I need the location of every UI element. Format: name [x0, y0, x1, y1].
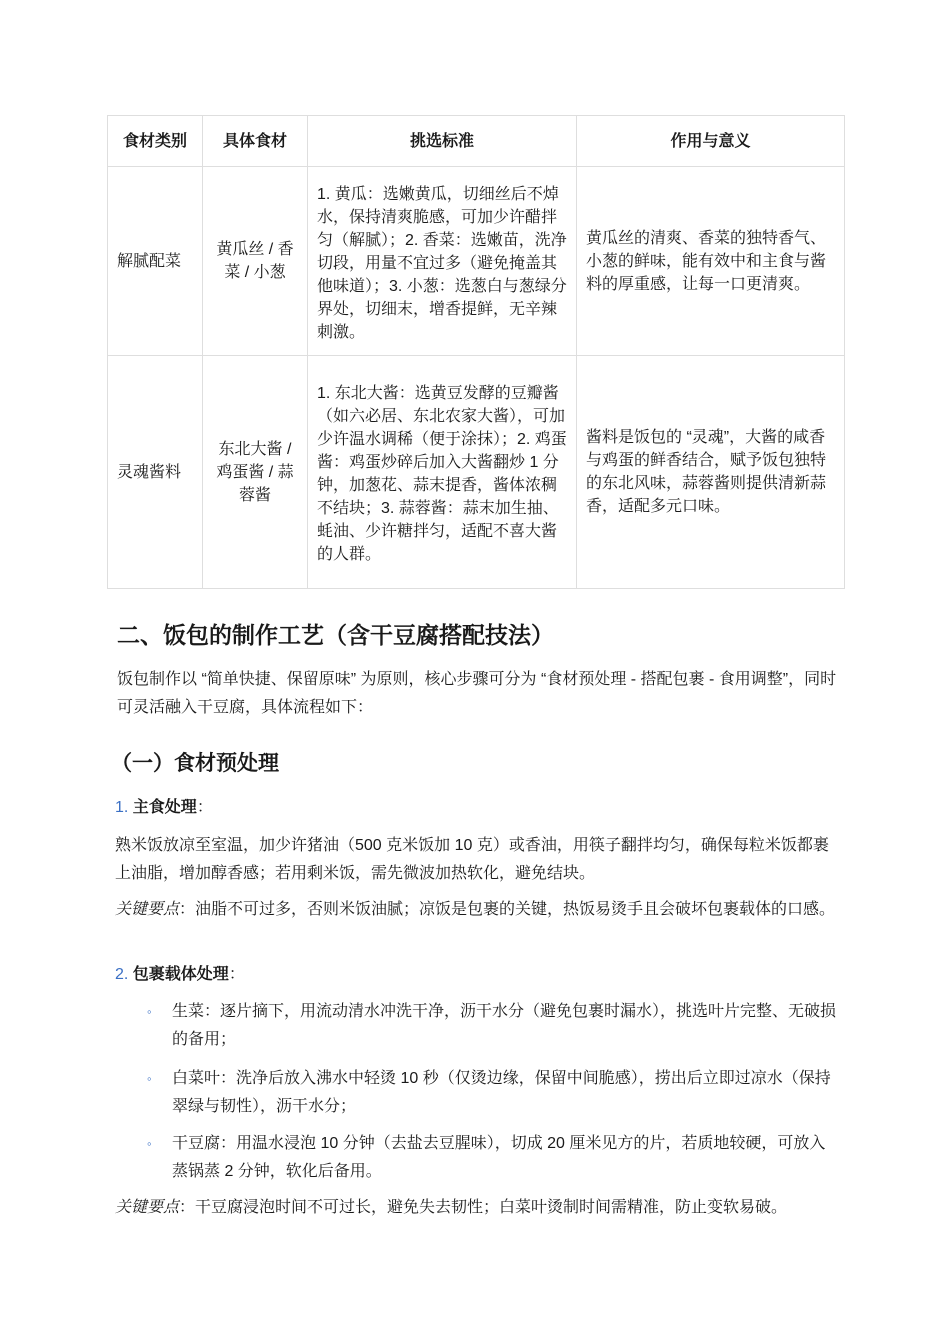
table-row [108, 356, 845, 589]
key-point-text: ：干豆腐浸泡时间不可过长，避免失去韧性；白菜叶烫制时间需精准，防止变软易破。 [179, 1199, 788, 1216]
cell-criteria: 1. 黄瓜：选嫩黄瓜，切细丝后不焯水，保持清爽脆感，可加少许醋拌匀（解腻）；2. 香菜：选嫩苗，洗净切段，用量不宜过多（避免掩盖其他味道）；3. 小葱：选葱白与葱绿分界处，切细末，增香提鲜，无辛辣刺激。 [308, 167, 577, 356]
list-item [147, 1065, 837, 1121]
section-title: 二、饭包的制作工艺（含干豆腐搭配技法） [117, 622, 554, 648]
cell-items: 东北大酱 / 鸡蛋酱 / 蒜蓉酱 [203, 356, 308, 589]
list-item-text: 生菜：逐片摘下，用流动清水冲洗干净，沥干水分（避免包裹时漏水），挑选叶片完整、无破损的备用； [172, 1003, 837, 1048]
bullet-icon: ◦ [147, 1071, 152, 1086]
list-item-text: 白菜叶：洗净后放入沸水中轻烫 10 秒（仅烫边缘，保留中间脆感），捞出后立即过凉水（保持翠绿与韧性），沥干水分； [172, 1070, 831, 1115]
table-row [108, 167, 845, 356]
cell-role: 黄瓜丝的清爽、香菜的独特香气、小葱的鲜味，能有效中和主食与酱料的厚重感，让每一口更清爽。 [577, 167, 845, 356]
step-number: 1. [115, 799, 129, 816]
section-intro: 饭包制作以 “简单快捷、保留原味” 为原则，核心步骤可分为 “食材预处理 - 搭配包裹 - 食用调整”，同时可灵活融入干豆腐，具体流程如下： [117, 671, 837, 716]
step-title: 主食处理 [132, 799, 197, 816]
key-point [115, 1194, 855, 1222]
table-header-row [108, 116, 845, 167]
cell-category: 解腻配菜 [108, 167, 203, 356]
key-point [115, 896, 843, 924]
bullet-icon: ◦ [147, 1004, 152, 1019]
header-category: 食材类别 [108, 116, 203, 167]
step-title: 包裹载体处理 [132, 966, 229, 983]
step-colon: ： [228, 966, 245, 983]
document-page [107, 115, 844, 1216]
key-point-text: ：油脂不可过多，否则米饭油腻；凉饭是包裹的关键，热饭易烫手且会破坏包裹载体的口感。 [179, 901, 836, 918]
subsection-title: （一）食材预处理 [111, 752, 279, 775]
key-point-label: 关键要点 [115, 901, 180, 918]
step-heading [115, 796, 213, 820]
cell-criteria: 1. 东北大酱：选黄豆发酵的豆瓣酱（如六必居、东北农家大酱），可加少许温水调稀（便于涂抹）；2. 鸡蛋酱：鸡蛋炒碎后加入大酱翻炒 1 分钟，加葱花、蒜末提香，酱体浓稠不结块；3. 蒜蓉酱：蒜末加生抽、蚝油、少许糖拌匀，适配不喜大酱的人群。 [308, 356, 577, 589]
header-criteria: 挑选标准 [308, 116, 577, 167]
step-colon: ： [196, 799, 213, 816]
cell-role: 酱料是饭包的 “灵魂”，大酱的咸香与鸡蛋的鲜香结合，赋予饭包独特的东北风味，蒜蓉酱则提供清新蒜香，适配多元口味。 [577, 356, 845, 589]
list-item [147, 998, 837, 1054]
step-number: 2. [115, 966, 129, 983]
list-item-text: 干豆腐：用温水浸泡 10 分钟（去盐去豆腥味），切成 20 厘米见方的片，若质地较硬，可放入蒸锅蒸 2 分钟，软化后备用。 [172, 1135, 826, 1180]
cell-items: 黄瓜丝 / 香菜 / 小葱 [203, 167, 308, 356]
cell-category: 灵魂酱料 [108, 356, 203, 589]
header-items: 具体食材 [203, 116, 308, 167]
list-item [147, 1130, 837, 1186]
header-role: 作用与意义 [577, 116, 845, 167]
key-point-label: 关键要点 [115, 1199, 180, 1216]
ingredients-table [107, 115, 845, 589]
bullet-icon: ◦ [147, 1136, 152, 1151]
step-body: 熟米饭放凉至室温，加少许猪油（500 克米饭加 10 克）或香油，用筷子翻拌均匀，确保每粒米饭都裹上油脂，增加醇香感；若用剩米饭，需先微波加热软化，避免结块。 [115, 837, 829, 882]
step-heading [115, 963, 245, 987]
